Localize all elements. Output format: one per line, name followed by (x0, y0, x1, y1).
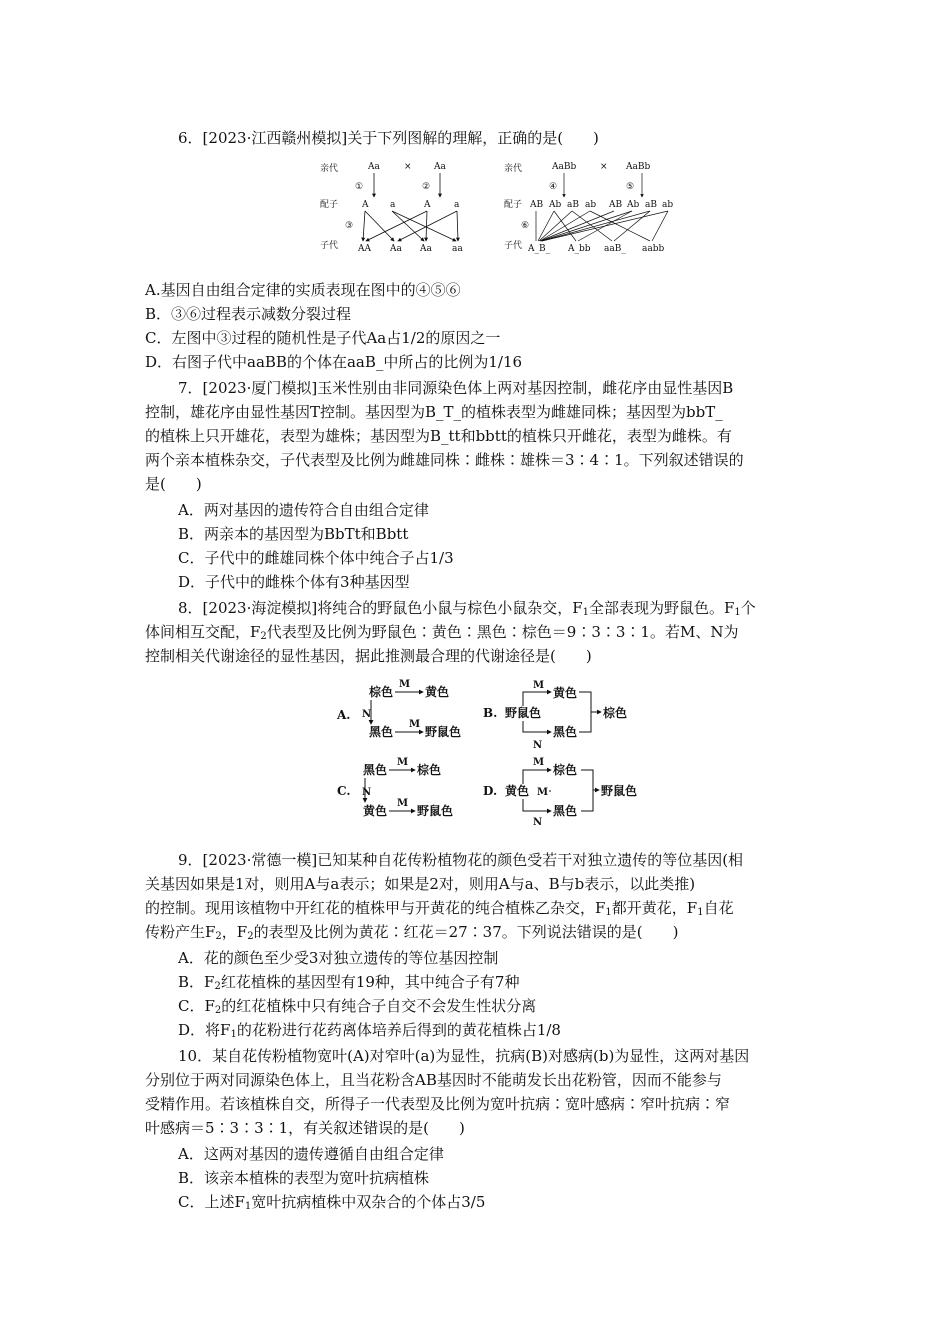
c-gene-n: N (362, 787, 372, 798)
right-gamete-5: AB (609, 200, 623, 210)
left-child-2: Aa (390, 244, 402, 254)
d-gene-n: N (533, 817, 543, 828)
q8-line-2: 体间相互交配，$F_2$代表型及比例为野鼠色∶黄色∶黑色∶棕色＝9∶3∶3∶1。若M、N为 (145, 623, 739, 642)
right-parent-2: AaBb (626, 162, 651, 172)
q10-option-a: A．这两对基因的遗传遵循自由组合定律 (178, 1145, 444, 1163)
q8-line-3: 控制相关代谢途径的显性基因，据此推测最合理的代谢途径是( ) (145, 647, 592, 665)
q9-line-1: 9．[2023·常德一模]已知某种自花传粉植物花的颜色受若干对独立遗传的等位基因(相 (178, 851, 744, 869)
right-gamete-8: ab (662, 200, 674, 210)
q7-option-a: A．两对基因的遗传符合自由组合定律 (178, 501, 429, 519)
right-step-6: ⑥ (521, 221, 530, 231)
b-gene-m: M (533, 680, 545, 691)
left-parent-2: Aa (434, 162, 446, 172)
d-gene-m1: M (533, 757, 545, 768)
q6-option-d: D．右图子代中aaBB的个体在aaB_中所占的比例为1/16 (145, 353, 523, 371)
q9-option-a: A．花的颜色至少受3对独立遗传的等位基因控制 (178, 949, 499, 967)
left-cross: × (404, 162, 412, 172)
q10-line-1: 10．某自花传粉植物宽叶(A)对窄叶(a)为显性，抗病(B)对感病(b)为显性，这两对基因 (178, 1047, 750, 1065)
q10-option-b: B．该亲本植株的表型为宽叶抗病植株 (178, 1169, 430, 1187)
right-cross: × (600, 162, 608, 172)
left-child-4: aa (452, 244, 463, 254)
left-step-3: ③ (345, 221, 354, 231)
c-top-start: 黑色 (363, 763, 388, 777)
q10-line-2: 分别位于两对同源染色体上，且当花粉含AB基因时不能萌发长出花粉管，因而不能参与 (145, 1071, 722, 1089)
right-gamete-7: aB (645, 200, 657, 210)
d-bottom: 黑色 (553, 804, 578, 818)
q7-line-5: 是( ) (145, 475, 202, 493)
right-gamete-2: Ab (549, 200, 562, 210)
left-step-2: ② (422, 182, 431, 192)
a-top-start: 棕色 (369, 685, 394, 699)
left-gamete-4: a (454, 200, 460, 210)
q8-line-1: 8．[2023·海淀模拟]将纯合的野鼠色小鼠与棕色小鼠杂交，$F_1$全部表现为野鼠色。$F_1$个 (178, 599, 756, 618)
a-gene-m1: M (399, 679, 411, 690)
right-child-3: aaB_ (604, 244, 626, 254)
left-row-parent: 亲代 (320, 164, 339, 174)
d-gene-m2: M (537, 787, 549, 798)
option-b-label: B. (483, 706, 498, 720)
right-parent-1: AaBb (552, 162, 577, 172)
a-gene-m2: M (409, 719, 421, 730)
q9-option-c: C．$F_2$的红花植株中只有纯合子自交不会发生性状分离 (178, 997, 537, 1016)
right-child-2: A_bb (568, 244, 591, 254)
right-row-parent: 亲代 (504, 164, 523, 174)
left-parent-1: Aa (368, 162, 380, 172)
right-gamete-1: AB (530, 200, 544, 210)
q6-left-diagram (318, 157, 478, 257)
right-row-gamete: 配子 (504, 200, 523, 210)
q9-line-3: 的控制。现用该植物中开红花的植株甲与开黄花的纯合植株乙杂交，$F_1$都开黄花，$F_1$自花 (145, 899, 734, 918)
option-d-label: D. (483, 784, 498, 798)
q7-option-b: B．两亲本的基因型为BbTt和Bbtt (178, 525, 409, 543)
left-child-1: AA (358, 244, 371, 254)
q9-line-2: 关基因如果是1对，则用A与a表示；如果是2对，则用A与a、B与b表示，以此类推) (145, 875, 696, 893)
right-gamete-3: aB (567, 200, 579, 210)
q6-option-a: A.基因自由组合定律的实质表现在图中的④⑤⑥ (145, 281, 461, 299)
a-bot-end: 野鼠色 (425, 725, 462, 739)
right-row-child: 子代 (504, 241, 523, 251)
c-top-end: 棕色 (417, 763, 442, 777)
option-c-label: C. (337, 784, 351, 798)
q10-line-3: 受精作用。若该植株自交，所得子一代表型及比例为宽叶抗病∶宽叶感病∶窄叶抗病∶窄 (145, 1095, 731, 1113)
right-child-4: aabb (642, 244, 665, 254)
q7-line-3: 的植株上只开雄花，表型为雄株；基因型为B_tt和bbtt的植株只开雌花，表型为雌株。有 (145, 427, 732, 445)
d-end: 野鼠色 (601, 784, 638, 798)
q10-option-c: C．上述$F_1$宽叶抗病植株中双杂合的个体占3/5 (178, 1193, 486, 1212)
right-step-4: ④ (549, 182, 558, 192)
left-gamete-1: A (362, 200, 369, 210)
d-start: 黄色 (505, 784, 530, 798)
q7-option-d: D．子代中的雌株个体有3种基因型 (178, 573, 410, 591)
d-top: 棕色 (553, 763, 578, 777)
q7-option-c: C．子代中的雌雄同株个体中纯合子占1/3 (178, 549, 454, 567)
q9-line-4: 传粉产生$F_2$，$F_2$的表型及比例为黄花∶红花＝27∶37。下列说法错误的是( ) (145, 923, 679, 942)
a-top-end: 黄色 (425, 685, 450, 699)
c-bot-start: 黄色 (363, 804, 388, 818)
b-start: 野鼠色 (505, 706, 542, 720)
q6-right-diagram (502, 157, 682, 257)
c-bot-end: 野鼠色 (417, 804, 454, 818)
left-gamete-2: a (390, 200, 396, 210)
q8-pathway-options (325, 670, 665, 830)
b-end: 棕色 (603, 706, 628, 720)
b-bottom: 黑色 (553, 725, 578, 739)
left-gamete-3: A (424, 200, 431, 210)
right-gamete-4: ab (585, 200, 597, 210)
c-gene-m2: M (397, 798, 409, 809)
a-bot-start: 黑色 (369, 725, 394, 739)
b-gene-n: N (533, 740, 543, 751)
q6-option-c: C．左图中③过程的随机性是子代Aa占1/2的原因之一 (145, 329, 501, 347)
right-step-5: ⑤ (626, 182, 635, 192)
q6-option-b: B．③⑥过程表示减数分裂过程 (145, 305, 352, 323)
left-step-1: ① (355, 182, 364, 192)
q10-line-4: 叶感病＝5∶3∶3∶1，有关叙述错误的是( ) (145, 1119, 465, 1137)
q7-line-2: 控制，雄花序由显性基因T控制。基因型为B_T_的植株表型为雌雄同株；基因型为bbT_ (145, 403, 723, 421)
right-gamete-6: Ab (627, 200, 640, 210)
option-a-label: A. (337, 708, 351, 722)
b-top: 黄色 (553, 686, 578, 700)
question-6-stem: 6．[2023·江西赣州模拟]关于下列图解的理解，正确的是( ) (178, 129, 599, 147)
q9-option-d: D．将$F_1$的花粉进行花药离体培养后得到的黄花植株占1/8 (178, 1021, 561, 1040)
q7-line-1: 7．[2023·厦门模拟]玉米性别由非同源染色体上两对基因控制，雌花序由显性基因B (178, 379, 734, 397)
a-gene-n: N (362, 709, 372, 720)
c-gene-m1: M (397, 757, 409, 768)
left-row-gamete: 配子 (320, 200, 339, 210)
left-row-child: 子代 (320, 241, 339, 251)
right-child-1: A_B_ (528, 244, 551, 254)
q9-option-b: B．$F_2$红花植株的基因型有19种，其中纯合子有7种 (178, 973, 520, 992)
left-child-3: Aa (420, 244, 432, 254)
q7-line-4: 两个亲本植株杂交，子代表型及比例为雌雄同株∶雌株∶雄株＝3∶4∶1。下列叙述错误的 (145, 451, 744, 469)
